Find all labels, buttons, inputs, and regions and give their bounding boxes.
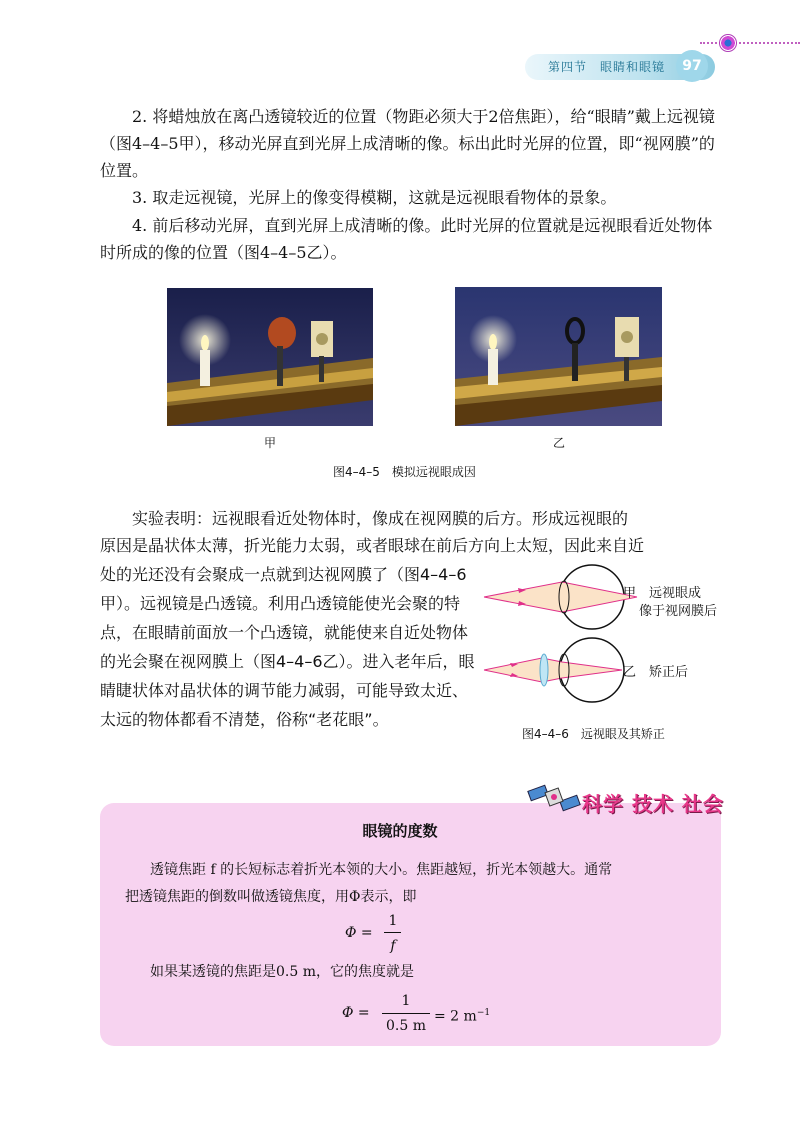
step-4-paragraph: 4. 前后移动光屏，直到光屏上成清晰的像。此时光屏的位置就是远视眼看近处物体时所成的像的位置（图4–4–5乙）。 — [100, 216, 713, 262]
formula-2-lhs: Φ = — [342, 1005, 370, 1021]
formula-1-lhs: Φ = — [345, 925, 373, 941]
photo-label-b: 乙 — [553, 436, 566, 450]
sts-banner: 科学 技术 社会 — [582, 792, 724, 816]
formula-2-rhs — [434, 1000, 490, 1030]
box-paragraph-1a: 透镜焦距 f 的长短标志着折光本领的大小。焦距越短，折光本领越大。通常 — [150, 862, 613, 878]
header-dotted-line — [700, 42, 800, 44]
step-3-paragraph: 3. 取走远视镜，光屏上的像变得模糊，这就是远视眼看物体的景象。 — [132, 188, 617, 207]
eyeglass-lens — [268, 317, 296, 349]
formula-1-numerator: 1 — [388, 913, 398, 929]
formula-2-rhs-text: = 2 m — [434, 1008, 477, 1025]
eye-diagram-b — [484, 638, 624, 702]
formula-2-numerator: 1 — [401, 993, 411, 1009]
satellite-icon — [527, 778, 583, 818]
explanation-line-2: 原因是晶状体太薄，折光能力太弱，或者眼球在前后方向上太短，因此来自近 — [100, 536, 645, 555]
figure-446-label-a-line2: 像于视网膜后 — [639, 604, 718, 619]
explanation-rest: 处的光还没有会聚成一点就到达视网膜了（图4–4–6甲）。远视镜是凸透镜。利用凸透镜能使光会聚的特点，在眼睛前面放一个凸透镜，就能使来自近处物体的光会聚在视网膜上（图4–4–6乙）。进入老年后，眼睛睫状体对晶状体的调节能力减弱，可能导致太近、太远的物体都看不清楚，俗称“老花眼”。 — [100, 565, 475, 729]
header-section-title: 第四节 眼睛和眼镜 — [548, 60, 666, 74]
eye-diagram-a — [484, 565, 637, 629]
formula-1-denominator: f — [390, 938, 396, 954]
figure-445-caption: 图4–4–5 模拟远视眼成因 — [333, 465, 476, 479]
photo-b-drawing — [455, 287, 662, 426]
box-paragraph-1b: 把透镜焦距的倒数叫做透镜焦度，用Φ表示，即 — [125, 889, 417, 905]
figure-446-label-a-line1: 甲 远视眼成 — [623, 586, 702, 601]
formula-2-exponent: −1 — [476, 1008, 491, 1018]
figure-446-label-b: 乙 矫正后 — [623, 665, 689, 680]
box-title: 眼镜的度数 — [362, 822, 438, 840]
formula-2-denominator: 0.5 m — [386, 1018, 426, 1034]
photo-a-drawing — [167, 288, 373, 426]
page-number: 97 — [676, 50, 708, 82]
header-target-icon — [719, 34, 737, 52]
explanation-line-1: 实验表明：远视眼看近处物体时，像成在视网膜的后方。形成远视眼的 — [132, 509, 629, 528]
step-2-paragraph: 2. 将蜡烛放在离凸透镜较近的位置（物距必须大于2倍焦距），给“眼睛”戴上远视镜（图4–4–5甲），移动光屏直到光屏上成清晰的像。标出此时光屏的位置，即“视网膜”的位置。 — [100, 107, 715, 180]
figure-446-caption: 图4–4–6 远视眼及其矫正 — [522, 727, 665, 741]
corrective-convex-lens — [540, 654, 548, 686]
experiment-photo-a — [167, 288, 373, 426]
photo-label-a: 甲 — [264, 436, 277, 450]
box-paragraph-2: 如果某透镜的焦距是0.5 m，它的焦度就是 — [150, 964, 414, 980]
experiment-photo-b — [455, 287, 662, 426]
